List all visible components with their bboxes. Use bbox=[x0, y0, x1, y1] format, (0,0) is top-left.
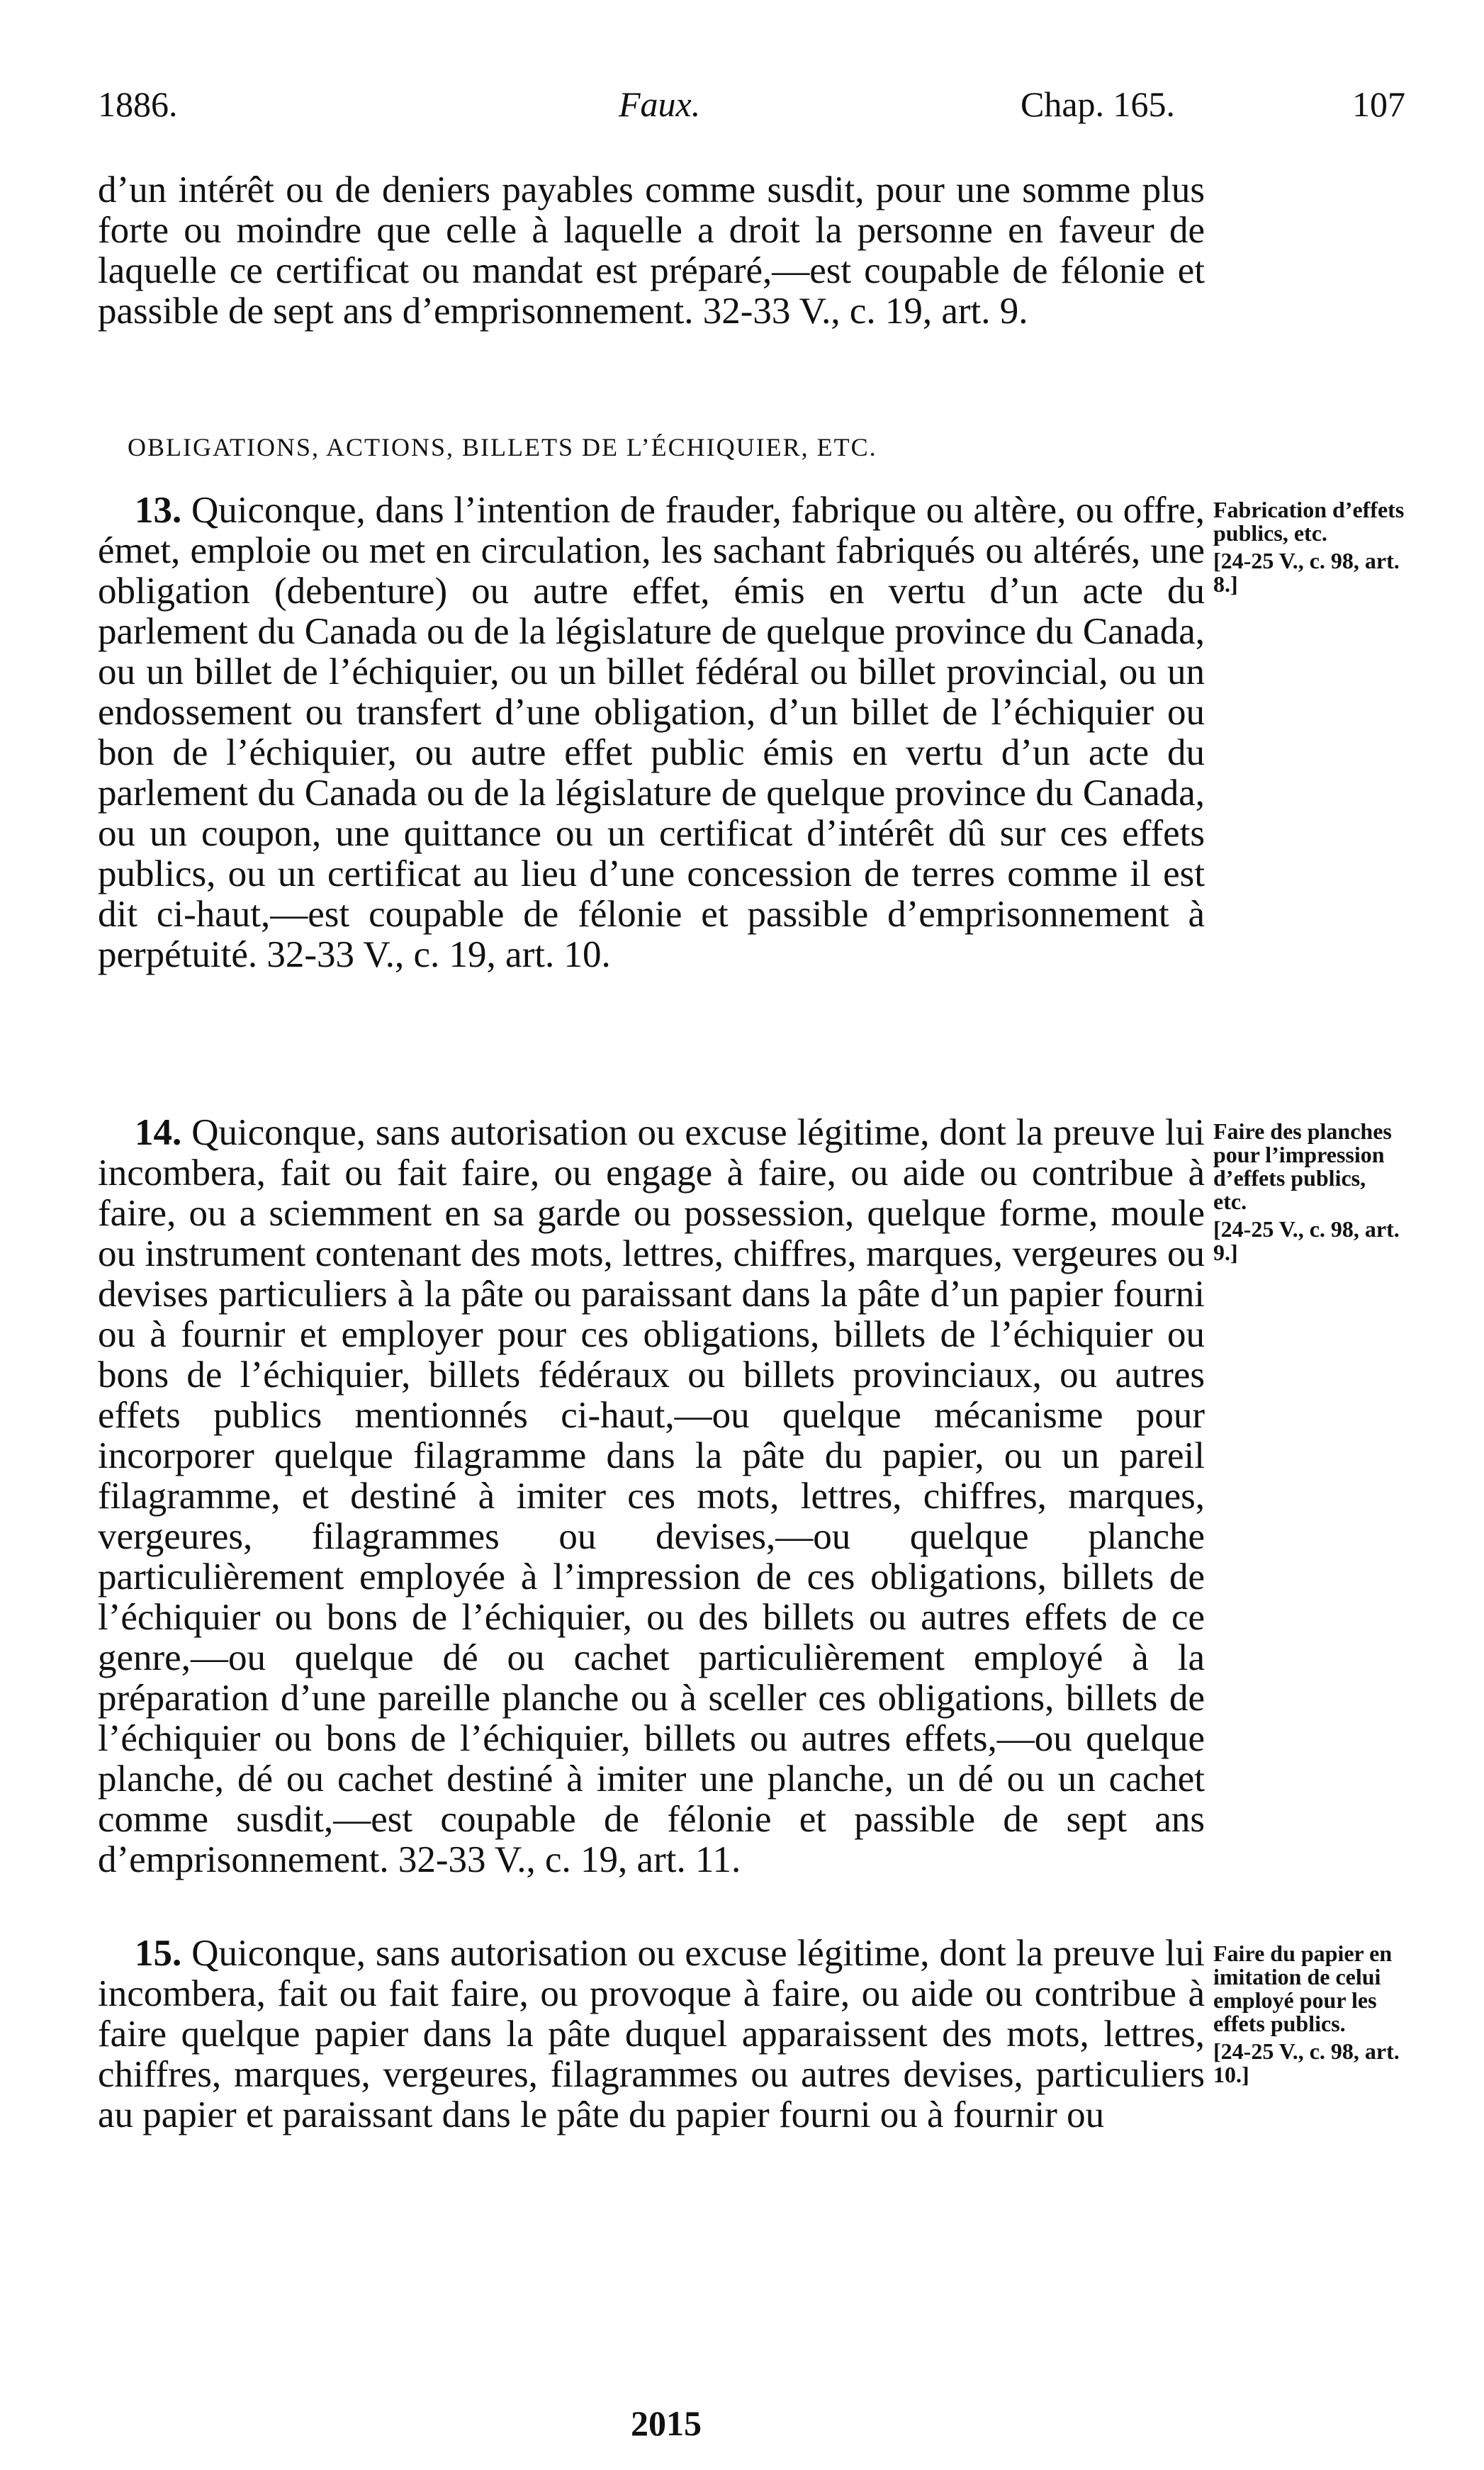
section-number: 15. bbox=[135, 1933, 182, 1974]
margin-note-text: Faire des planches pour l’impression d’effets publics, etc. bbox=[1213, 1118, 1392, 1214]
continuation-paragraph bbox=[98, 170, 1205, 332]
section-15 bbox=[98, 1933, 1205, 2135]
margin-note-13 bbox=[1213, 498, 1405, 596]
margin-note-ref: [24-25 V., c. 98, art. 9.] bbox=[1213, 1216, 1400, 1265]
header-year: 1886. bbox=[98, 84, 178, 124]
signature-number: 2015 bbox=[631, 2403, 702, 2443]
section-heading: OBLIGATIONS, ACTIONS, BILLETS DE L’ÉCHIQUIER, ETC. bbox=[128, 433, 877, 461]
margin-note-text: Faire du papier en imitation de celui employé pour les effets publics. bbox=[1213, 1941, 1393, 2036]
margin-note-ref: [24-25 V., c. 98, art. 10.] bbox=[1213, 2038, 1400, 2087]
running-header bbox=[98, 84, 1410, 140]
section-number: 13. bbox=[135, 490, 182, 531]
header-chapter: Chap. 165. bbox=[1021, 84, 1176, 124]
continuation-text: d’un intérêt ou de deniers payables comme susdit, pour une somme plus forte ou moindre que celle à laquelle a droit la personne en faveur de laquelle ce certificat ou mandat est préparé,—est coupable de félonie et passible de sept ans d’emprisonnement. 32-33 V., c. 19, art. 9. bbox=[98, 169, 1205, 332]
section-text: Quiconque, sans autorisation ou excuse légitime, dont la preuve lui incombera, fait ou fait faire, ou provoque à faire, ou aide ou contribue à faire quelque papier dans la pâte duquel apparaissent des mots, lettres, chiffres, marques, vergeures, filagrammes ou autres devises, particuliers au papier et paraissant dans le pâte du papier fourni ou à fournir ou bbox=[98, 1933, 1205, 2135]
section-13 bbox=[98, 490, 1205, 975]
section-text: Quiconque, dans l’intention de frauder, fabrique ou altère, ou offre, émet, emploie ou met en circulation, les sachant fabriqués ou altérés, une obligation (debenture) ou autre effet, émis en vertu d’un acte du parlement du Canada ou de la législature de quelque province du Canada, ou un billet de l’échiquier, ou un billet fédéral ou billet provincial, ou un endossement ou transfert d’une obligation, d’un billet de l’échiquier ou bon de l’échiquier, ou autre effet public émis en vertu d’un acte du parlement du Canada ou de la législature de quelque province du Canada, ou un coupon, une quittance ou un certificat d’intérêt dû sur ces effets publics, ou un certificat au lieu d’une concession de terres comme il est dit ci-haut,—est coupable de félonie et passible d’emprisonnement à perpétuité. 32-33 V., c. 19, art. 10. bbox=[98, 490, 1205, 975]
section-14 bbox=[98, 1113, 1205, 1880]
margin-note-text: Fabrication d’effets publics, etc. bbox=[1213, 497, 1405, 546]
header-title: Faux. bbox=[619, 84, 701, 124]
section-text: Quiconque, sans autorisation ou excuse légitime, dont la preuve lui incombera, fait ou fait faire, ou engage à faire, ou aide ou contribue à faire, ou a sciemment en sa garde ou possession, quelque forme, moule ou instrument contenant des mots, lettres, chiffres, marques, vergeures ou devises particuliers à la pâte ou paraissant dans la pâte d’un papier fourni ou à fournir et employer pour ces obligations, billets de l’échiquier ou bons de l’échiquier, billets fédéraux ou billets provinciaux, ou autres effets publics mentionnés ci-haut,—ou quelque mécanisme pour incorporer quelque filagramme dans la pâte du papier, ou un pareil filagramme, et destiné à imiter ces mots, lettres, chiffres, marques, vergeures, filagrammes ou devises,—ou quelque planche particulièrement employée à l’impression de ces obligations, billets de l’échiquier ou bons de l’échiquier, ou des billets ou autres effets de ce genre,—ou quelque dé ou cachet particulièrement employé à la préparation d’une pareille planche ou à sceller ces obligations, billets de l’échiquier ou bons de l’échiquier, billets ou autres effets,—ou quelque planche, dé ou cachet destiné à imiter une planche, un dé ou un cachet comme susdit,—est coupable de félonie et passible de sept ans d’emprisonnement. 32-33 V., c. 19, art. 11. bbox=[98, 1112, 1205, 1880]
section-number: 14. bbox=[135, 1112, 182, 1153]
margin-note-15 bbox=[1213, 1942, 1405, 2087]
margin-note-ref: [24-25 V., c. 98, art. 8.] bbox=[1213, 548, 1400, 597]
margin-note-14 bbox=[1213, 1120, 1405, 1264]
header-page-number: 107 bbox=[1352, 84, 1405, 124]
